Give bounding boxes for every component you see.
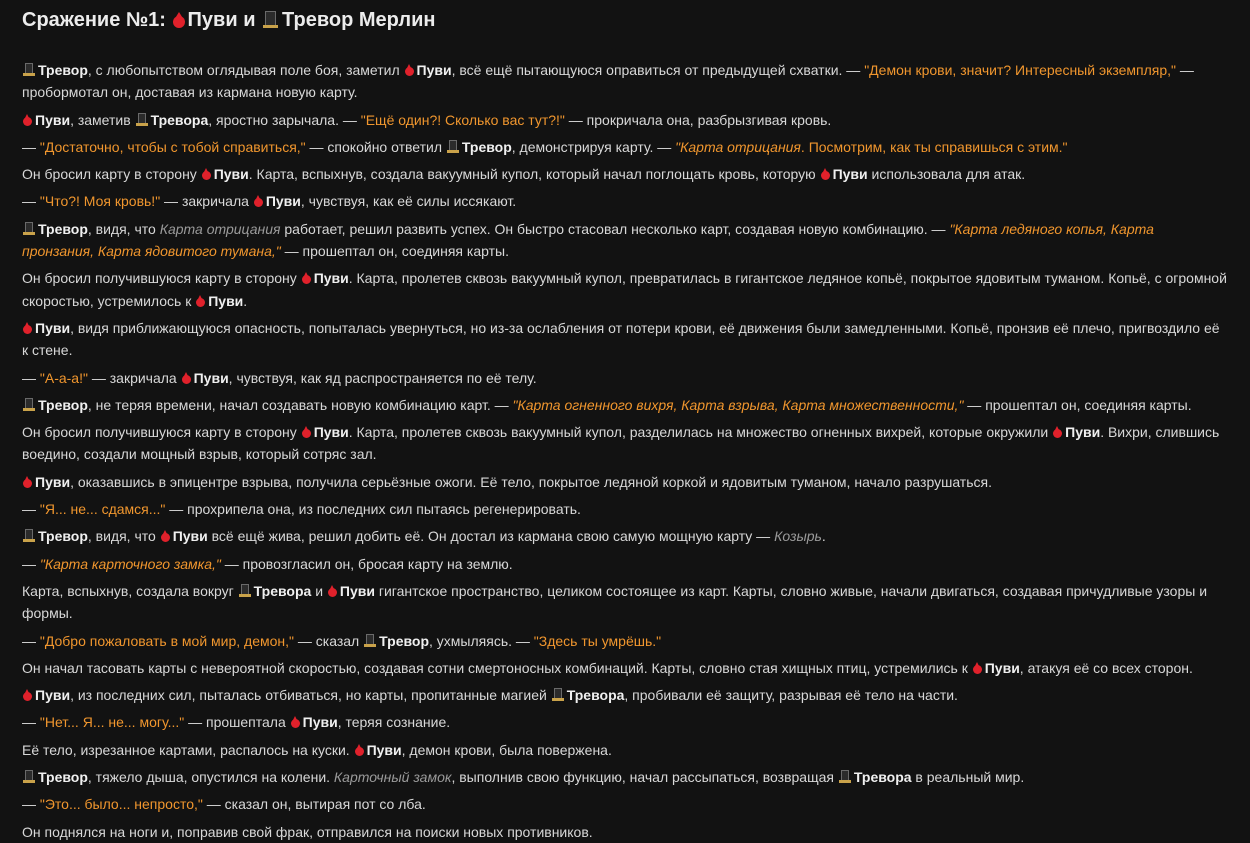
character-name: Тревора	[253, 582, 312, 599]
dialogue-quote: "Нет... Я... не... могу..."	[39, 714, 185, 731]
character-name: Тревор	[38, 528, 88, 545]
narration-text: . Карта, вспыхнув, создала вакуумный купол, который начал поглощать кровь, которую	[248, 166, 820, 183]
title-fighter-1: Пуви	[187, 9, 238, 31]
character-name: Пуви	[366, 741, 402, 758]
narration-text: .	[243, 292, 248, 309]
narration-text: , видя, что	[87, 528, 160, 545]
narration-text: , с любопытством оглядывая поле боя, заметил	[87, 62, 404, 78]
top-hat-icon	[239, 584, 251, 597]
narration-text: , из последних сил, пыталась отбиваться, но карты, пропитанные магией	[70, 687, 551, 704]
narration-text: , оказавшись в эпицентре взрыва, получила серьёзные ожоги. Её тело, покрытое ледяной коркой и ядовитым туманом, начало разрушаться.	[70, 473, 992, 490]
narration-text: , атакуя её со всех сторон.	[1019, 659, 1193, 676]
narration-text: — сказал	[294, 632, 364, 649]
story-paragraph	[22, 136, 1228, 158]
story-paragraph	[22, 630, 1228, 652]
story-paragraph	[22, 471, 1228, 493]
blood-drop-icon	[23, 114, 32, 126]
character-name: Пуви	[416, 62, 452, 78]
blood-drop-icon	[973, 662, 982, 674]
top-hat-icon	[364, 634, 376, 647]
top-hat-icon	[552, 688, 564, 701]
narration-text: , чувствуя, как её силы иссякают.	[300, 193, 517, 210]
narration-text: работает, решил развить успех. Он быстро стасовал несколько карт, создавая новую комбинацию. —	[280, 220, 950, 237]
blood-drop-icon	[328, 585, 337, 597]
narration-text: — сказал он, вытирая пот со лба.	[202, 796, 426, 813]
character-name: Пуви	[302, 714, 338, 731]
narration-text: — закричала	[87, 369, 181, 386]
blood-drop-icon	[254, 195, 263, 207]
character-name: Пуви	[313, 270, 349, 287]
narration-text: , не теряя времени, начал создавать новую комбинацию карт. —	[87, 396, 513, 413]
top-hat-icon	[23, 398, 35, 411]
character-name: Тревор	[379, 632, 430, 649]
narration-text: , выполнив свою функцию, начал рассыпаться, возвращая	[451, 769, 838, 786]
story-paragraph	[22, 59, 1228, 104]
character-name: Пуви	[832, 166, 868, 183]
narration-text: , теряя сознание.	[337, 714, 451, 731]
story-paragraph	[22, 317, 1228, 362]
dialogue-quote: . Посмотрим, как ты справишься с этим."	[800, 138, 1068, 155]
blood-drop-icon	[23, 476, 32, 488]
blood-drop-icon	[161, 530, 170, 542]
title-fighter-2: Тревор Мерлин	[282, 9, 436, 31]
card-name: Карточный замок	[333, 769, 452, 786]
character-name: Пуви	[1065, 424, 1101, 441]
narration-text: —	[22, 501, 40, 518]
character-name: Пуви	[265, 193, 301, 210]
dialogue-quote: "Ещё один?! Сколько вас тут?!"	[360, 111, 565, 128]
story-paragraph	[22, 190, 1228, 212]
dialogue-quote: "Карта ледяного копья, Карта пронзания, Карта ядовитого тумана,"	[22, 220, 1154, 260]
story-paragraph	[22, 657, 1228, 679]
narration-text: , всё ещё пытающуюся оправиться от предыдущей схватки. —	[451, 62, 865, 78]
dialogue-quote: "Добро пожаловать в мой мир, демон,"	[39, 632, 295, 649]
narration-text: — прошептал он, соединяя карты.	[963, 396, 1192, 413]
blood-drop-icon	[821, 168, 830, 180]
character-name: Тревор	[38, 220, 88, 237]
blood-drop-icon	[23, 322, 32, 334]
top-hat-icon	[447, 140, 459, 153]
character-name: Пуви	[213, 166, 249, 183]
narration-text: , пробивали её защиту, разрывая её тело на части.	[624, 687, 958, 704]
narration-text: — спокойно ответил	[305, 138, 446, 155]
narration-text: . Карта, пролетев сквозь вакуумный купол, превратилась в гигантское ледяное копьё, покрытое ядовитым туманом. Копьё, с огромной скоростью, устремилось к	[22, 270, 1227, 309]
character-name: Пуви	[35, 687, 71, 704]
story-paragraph	[22, 739, 1228, 761]
character-name: Пуви	[313, 424, 349, 441]
blood-drop-icon	[405, 64, 414, 76]
narration-text: — прокричала она, разбрызгивая кровь.	[564, 111, 832, 128]
story-paragraph	[22, 553, 1228, 575]
story-paragraph	[22, 498, 1228, 520]
narration-text: Он бросил получившуюся карту в сторону	[22, 270, 301, 287]
blood-drop-icon	[202, 168, 211, 180]
top-hat-icon	[23, 63, 35, 76]
blood-drop-icon	[302, 426, 311, 438]
narration-text: — закричала	[160, 193, 253, 210]
story-paragraph	[22, 394, 1228, 416]
narration-text: .	[821, 528, 826, 545]
narration-text: , демонстрируя карту. —	[511, 138, 676, 155]
story-paragraph	[22, 109, 1228, 131]
narration-text: —	[22, 714, 40, 731]
narration-text: , заметив	[70, 111, 135, 128]
narration-text: — пробормотал он, доставая из кармана новую карту.	[22, 62, 1194, 101]
story-paragraph	[22, 525, 1228, 547]
character-name: Пуви	[35, 111, 71, 128]
dialogue-quote: "Что?! Моя кровь!"	[39, 193, 161, 210]
story-paragraph	[22, 367, 1228, 389]
story-paragraph	[22, 821, 1228, 843]
dialogue-quote: "Это... было... непросто,"	[39, 796, 203, 813]
story-paragraph	[22, 163, 1228, 185]
battle-story	[22, 59, 1228, 843]
card-name: Козырь	[774, 528, 822, 545]
narration-text: — прохрипела она, из последних сил пытаясь регенерировать.	[165, 501, 581, 518]
narration-text: Он начал тасовать карты с невероятной скоростью, создавая сотни смертоносных комбинаций. Карты, словно стая хищных птиц, устремились к	[22, 659, 972, 676]
dialogue-quote: "Достаточно, чтобы с тобой справиться,"	[39, 138, 306, 155]
narration-text: —	[22, 632, 40, 649]
narration-text: , тяжело дыша, опустился на колени.	[87, 769, 334, 786]
narration-text: , яростно зарычала. —	[208, 111, 361, 128]
top-hat-icon	[136, 113, 148, 126]
character-name: Пуви	[35, 473, 71, 490]
character-name: Тревора	[853, 769, 912, 786]
narration-text: Карта, вспыхнув, создала вокруг	[22, 582, 238, 599]
character-name: Пуви	[339, 582, 375, 599]
blood-drop-icon	[173, 12, 185, 28]
narration-text: , демон крови, была повержена.	[401, 741, 612, 758]
character-name: Пуви	[984, 659, 1020, 676]
blood-drop-icon	[23, 689, 32, 701]
narration-text: —	[22, 138, 40, 155]
narration-text: —	[22, 555, 40, 572]
narration-text: в реальный мир.	[911, 769, 1025, 786]
dialogue-quote: "Карта огненного вихря, Карта взрыва, Карта множественности,"	[512, 396, 964, 413]
character-name: Тревора	[150, 111, 209, 128]
title-conjunction: и	[243, 9, 256, 31]
card-name: Карта отрицания	[159, 220, 281, 237]
story-paragraph	[22, 267, 1228, 312]
narration-text: всё ещё жива, решил добить её. Он достал из кармана свою самую мощную карту —	[207, 528, 775, 545]
narration-text: —	[22, 796, 40, 813]
blood-drop-icon	[302, 272, 311, 284]
dialogue-quote: "Карта отрицания	[675, 138, 801, 155]
dialogue-quote: "Здесь ты умрёшь."	[533, 632, 662, 649]
story-paragraph	[22, 421, 1228, 466]
narration-text: Он бросил карту в сторону	[22, 166, 201, 183]
top-hat-icon	[23, 770, 35, 783]
narration-text: — прошептал он, соединяя карты.	[280, 243, 509, 260]
narration-text: и	[311, 582, 327, 599]
narration-text: — провозгласил он, бросая карту на землю.	[220, 555, 513, 572]
narration-text: , ухмыляясь. —	[429, 632, 534, 649]
character-name: Тревор	[461, 138, 512, 155]
dialogue-quote: "А-а-а!"	[39, 369, 88, 386]
narration-text: —	[22, 369, 40, 386]
narration-text: Её тело, изрезанное картами, распалось на куски.	[22, 741, 354, 758]
character-name: Тревор	[38, 396, 88, 413]
dialogue-quote: "Демон крови, значит? Интересный экземпляр,"	[864, 62, 1177, 78]
story-paragraph	[22, 711, 1228, 733]
character-name: Пуви	[172, 528, 208, 545]
character-name: Тревора	[566, 687, 625, 704]
narration-text: — прошептала	[184, 714, 290, 731]
story-paragraph	[22, 793, 1228, 815]
narration-text: —	[22, 193, 40, 210]
page-title	[22, 7, 1228, 33]
blood-drop-icon	[182, 372, 191, 384]
narration-text: . Вихри, слившись воедино, создали мощный взрыв, который сотряс зал.	[22, 424, 1220, 463]
dialogue-quote: "Карта карточного замка,"	[39, 555, 221, 572]
narration-text: , видя, что	[87, 220, 160, 237]
top-hat-icon	[263, 11, 278, 28]
title-prefix: Сражение №1:	[22, 9, 166, 31]
character-name: Пуви	[193, 369, 229, 386]
top-hat-icon	[839, 770, 851, 783]
blood-drop-icon	[355, 744, 364, 756]
character-name: Пуви	[35, 319, 71, 336]
story-paragraph	[22, 580, 1228, 625]
narration-text: , чувствуя, как яд распространяется по её телу.	[228, 369, 537, 386]
narration-text: . Карта, пролетев сквозь вакуумный купол, разделилась на множество огненных вихрей, которые окружили	[348, 424, 1053, 441]
story-paragraph	[22, 684, 1228, 706]
narration-text: гигантское пространство, целиком состоящее из карт. Карты, словно живые, начали двигаться, создавая причудливые узоры и формы.	[22, 582, 1208, 622]
top-hat-icon	[23, 222, 35, 235]
narration-text: , видя приближающуюся опасность, попыталась увернуться, но из-за ослабления от потери крови, её движения были замедленными. Копьё, пронзив её плечо, пригвоздило её к стене.	[22, 319, 1220, 359]
character-name: Тревор	[38, 769, 88, 786]
narration-text: Он поднялся на ноги и, поправив свой фрак, отправился на поиски новых противников.	[22, 823, 593, 840]
top-hat-icon	[23, 529, 35, 542]
story-paragraph	[22, 766, 1228, 788]
character-name: Пуви	[208, 292, 244, 309]
narration-text: использовала для атак.	[867, 166, 1026, 183]
blood-drop-icon	[291, 716, 300, 728]
blood-drop-icon	[196, 295, 205, 307]
narration-text: Он бросил получившуюся карту в сторону	[22, 424, 301, 441]
blood-drop-icon	[1053, 426, 1062, 438]
story-paragraph	[22, 218, 1228, 263]
character-name: Тревор	[38, 62, 88, 78]
dialogue-quote: "Я... не... сдамся..."	[39, 501, 166, 518]
